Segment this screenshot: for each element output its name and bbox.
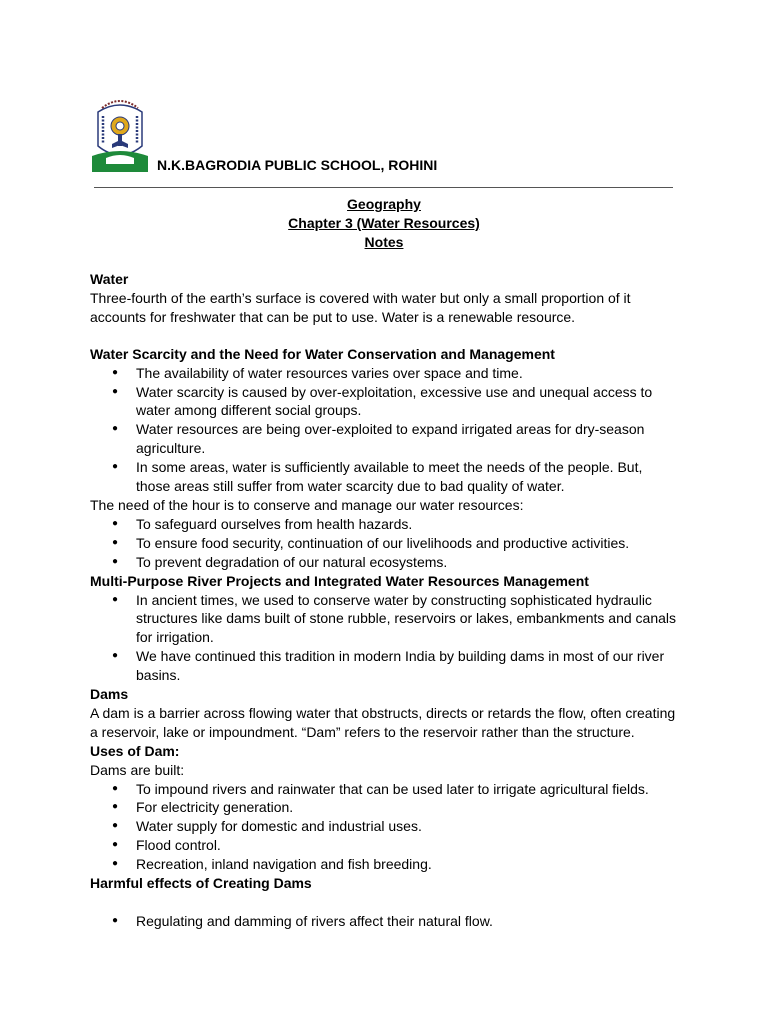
list-item: ● Flood control. (136, 836, 680, 855)
header-divider (94, 187, 673, 188)
projects-list (90, 591, 680, 686)
need-list (90, 515, 680, 572)
list-item: ● To ensure food security, continuation of our livelihoods and productive activities. (136, 534, 680, 553)
list-item: ● Regulating and damming of rivers affect their natural flow. (136, 912, 680, 931)
spacer (90, 327, 680, 345)
spacer (90, 893, 680, 912)
list-item: ● Recreation, inland navigation and fish breeding. (136, 855, 680, 874)
section-heading-uses: Uses of Dam: (90, 742, 180, 759)
list-item: ● To prevent degradation of our natural ecosystems. (136, 553, 680, 572)
list-item: ● Water supply for domestic and industrial uses. (136, 817, 680, 836)
section-heading-water: Water (90, 271, 129, 287)
subject-title: Geography (347, 196, 421, 212)
list-item: ● Water resources are being over-exploited to expand irrigated areas for dry-season agriculture. (136, 420, 680, 458)
school-name: N.K.BAGRODIA PUBLIC SCHOOL, ROHINI (157, 157, 438, 173)
water-paragraph: Three-fourth of the earth’s surface is covered with water but only a small proportion of it accounts for freshwater that can be put to use. Water is a renewable resource. (90, 289, 631, 325)
chapter-title: Chapter 3 (Water Resources) (288, 215, 480, 231)
section-heading-projects: Multi-Purpose River Projects and Integrated Water Resources Management (90, 572, 589, 589)
list-item: ● Water scarcity is caused by over-exploitation, excessive use and unequal access to water among different social groups. (136, 383, 680, 421)
list-item: ● To safeguard ourselves from health hazards. (136, 515, 680, 534)
list-item: ● The availability of water resources varies over space and time. (136, 364, 680, 383)
need-paragraph: The need of the hour is to conserve and manage our water resources: (90, 496, 524, 513)
list-item: ● To impound rivers and rainwater that can be used later to irrigate agricultural fields. (136, 780, 680, 799)
notes-content (90, 270, 680, 931)
section-heading-scarcity: Water Scarcity and the Need for Water Conservation and Management (90, 345, 555, 362)
list-item: ● In some areas, water is sufficiently available to meet the needs of the people. But, those areas still suffer from water scarcity due to bad quality of water. (136, 458, 680, 496)
section-heading-dams: Dams (90, 686, 129, 703)
dams-paragraph: A dam is a barrier across flowing water that obstructs, directs or retards the flow, often creating a reservoir, lake or impoundment. “Dam” refers to the reservoir rather than the structure. (90, 704, 676, 740)
list-item: ● For electricity generation. (136, 798, 680, 817)
uses-intro: Dams are built: (90, 761, 185, 778)
scarcity-list (90, 364, 680, 496)
list-item: ● In ancient times, we used to conserve water by constructing sophisticated hydraulic structures like dams built of stone rubble, reservoirs or lakes, embankments and canals for irrigation. (136, 591, 680, 648)
school-logo (92, 94, 148, 172)
uses-list (90, 780, 680, 875)
notes-title: Notes (364, 234, 404, 250)
harmful-list (90, 912, 680, 931)
document-titles (0, 195, 768, 252)
section-heading-harmful: Harmful effects of Creating Dams (90, 875, 312, 892)
list-item: ● We have continued this tradition in modern India by building dams in most of our river basins. (136, 647, 680, 685)
